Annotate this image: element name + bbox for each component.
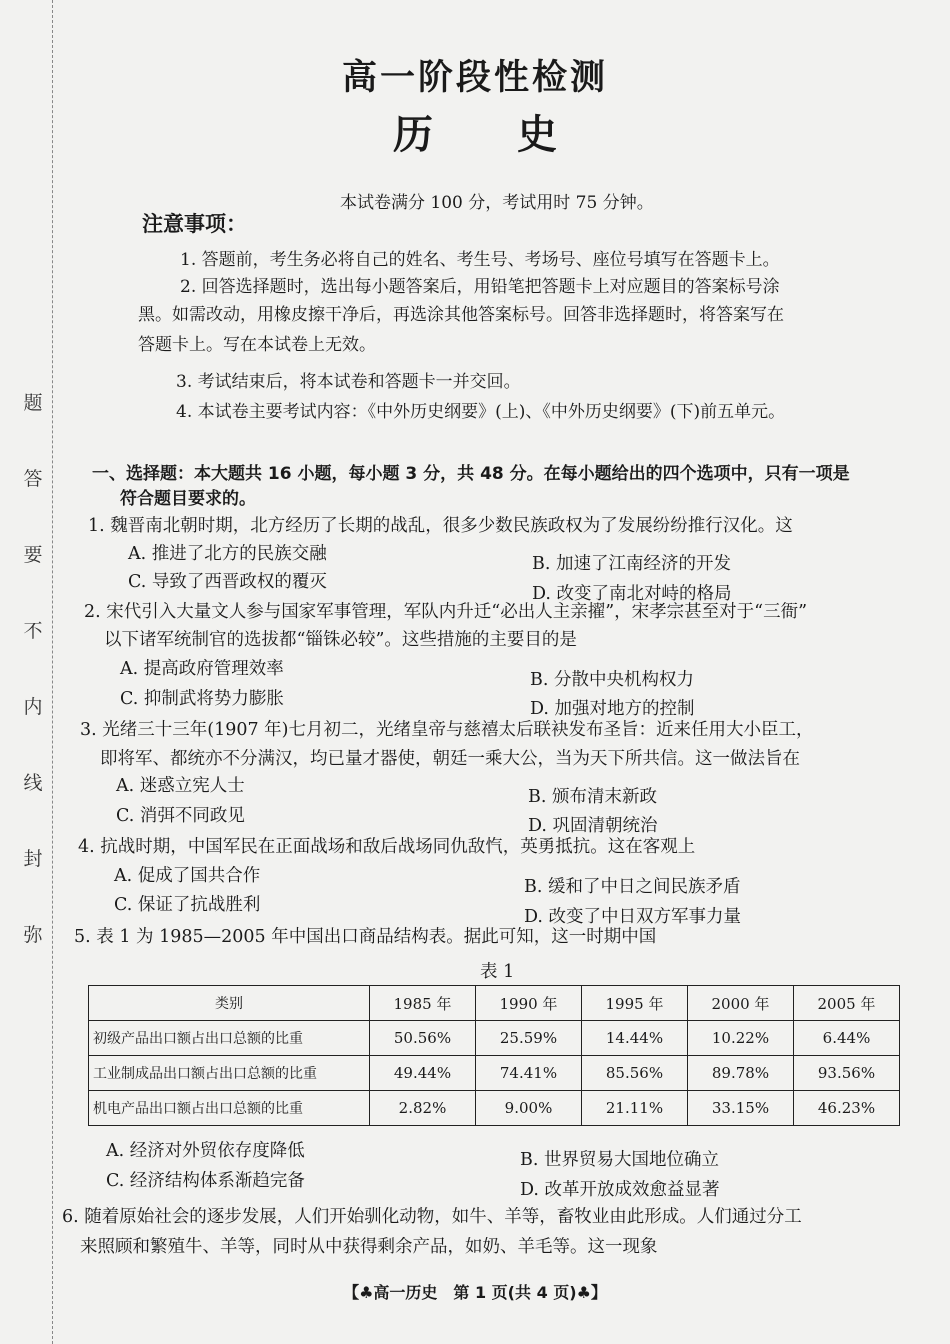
table-cell: 9.00%: [476, 1091, 582, 1126]
notice-line: 3. 考试结束后，将本试卷和答题卡一并交回。: [176, 372, 521, 392]
subject-char: 历: [393, 112, 433, 158]
table-cell: 93.56%: [794, 1056, 900, 1091]
exam-info: 本试卷满分 100 分，考试用时 75 分钟。: [340, 193, 654, 213]
question-stem: 4. 抗战时期，中国军民在正面战场和敌后战场同仇敌忾，英勇抵抗。这在客观上: [78, 837, 696, 857]
option-c: C. 经济结构体系渐趋完备: [106, 1171, 305, 1191]
margin-char: 题: [23, 392, 43, 414]
table-cell: 21.11%: [582, 1091, 688, 1126]
notice-line: 黑。如需改动，用橡皮擦干净后，再选涂其他答案标号。回答非选择题时，将答案写在: [138, 305, 784, 325]
table-cell: 85.56%: [582, 1056, 688, 1091]
margin-char: 线: [23, 772, 43, 794]
option-a: A. 促成了国共合作: [114, 866, 261, 886]
question-stem: 3. 光绪三十三年(1907 年)七月初二，光绪皇帝与慈禧太后联袂发布圣旨：近来任用大小臣工，: [80, 720, 814, 740]
question-stem-cont: 以下诸军统制官的选拔都“锱铢必较”。这些措施的主要目的是: [104, 630, 577, 650]
table-cell: 49.44%: [370, 1056, 476, 1091]
option-b: B. 缓和了中日之间民族矛盾: [524, 877, 741, 897]
table-cell: 14.44%: [582, 1021, 688, 1056]
subject-char: 史: [517, 112, 557, 158]
option-a: A. 推进了北方的民族交融: [128, 544, 327, 564]
notice-line: 2. 回答选择题时，选出每小题答案后，用铅笔把答题卡上对应题目的答案标号涂: [180, 277, 780, 297]
question-stem: 2. 宋代引入大量文人参与国家军事管理，军队内升迁“必出人主亲擢”，宋孝宗甚至对于“三衙”: [84, 602, 808, 622]
table-header: 1990 年: [476, 986, 582, 1021]
table-cell: 工业制成品出口额占出口总额的比重: [89, 1056, 370, 1091]
question-stem-cont: 来照顾和繁殖牛、羊等，同时从中获得剩余产品，如奶、羊毛等。这一现象: [80, 1237, 658, 1257]
table-cell: 89.78%: [688, 1056, 794, 1091]
option-a: A. 提高政府管理效率: [120, 659, 284, 679]
table-row: [89, 1056, 900, 1091]
table-header: 2005 年: [794, 986, 900, 1021]
option-d: D. 改变了南北对峙的格局: [532, 584, 732, 604]
table-row: [89, 1021, 900, 1056]
question-stem: 1. 魏晋南北朝时期，北方经历了长期的战乱，很多少数民族政权为了发展纷纷推行汉化。这: [88, 516, 793, 536]
exam-title: 高一阶段性检测: [341, 58, 608, 98]
page-footer: 【♣高一历史 第 1 页(共 4 页)♣】: [343, 1283, 607, 1302]
option-d: D. 改革开放成效愈益显著: [520, 1180, 720, 1200]
option-c: C. 抑制武将势力膨胀: [120, 689, 284, 709]
option-d: D. 改变了中日双方军事力量: [524, 907, 742, 927]
table-header: 1985 年: [370, 986, 476, 1021]
option-a: A. 经济对外贸依存度降低: [106, 1141, 305, 1161]
table-cell: 25.59%: [476, 1021, 582, 1056]
question-stem-cont: 即将军、都统亦不分满汉，均已量才器使，朝廷一乘大公，当为天下所共信。这一做法旨在: [100, 749, 800, 769]
table-cell: 46.23%: [794, 1091, 900, 1126]
table-cell: 2.82%: [370, 1091, 476, 1126]
table-row: [89, 1091, 900, 1126]
notice-line: 1. 答题前，考生务必将自己的姓名、考生号、考场号、座位号填写在答题卡上。: [180, 250, 780, 270]
option-a: A. 迷惑立宪人士: [116, 776, 245, 796]
binding-line: [52, 0, 54, 1344]
margin-char: 不: [23, 620, 43, 642]
table-cell: 初级产品出口额占出口总额的比重: [89, 1021, 370, 1056]
notice-line: 答题卡上。写在本试卷上无效。: [138, 335, 376, 355]
table-header: 1995 年: [582, 986, 688, 1021]
margin-char: 要: [23, 544, 43, 566]
table-header: 类别: [89, 986, 370, 1021]
table-cell: 33.15%: [688, 1091, 794, 1126]
export-structure-table: [88, 985, 900, 1126]
option-d: D. 巩固清朝统治: [528, 816, 658, 836]
table-header: 2000 年: [688, 986, 794, 1021]
notice-line: 4. 本试卷主要考试内容：《中外历史纲要》(上)、《中外历史纲要》(下)前五单元。: [176, 402, 786, 422]
option-c: C. 导致了西晋政权的覆灭: [128, 572, 327, 592]
margin-char: 弥: [23, 924, 43, 946]
question-stem: 5. 表 1 为 1985—2005 年中国出口商品结构表。据此可知，这一时期中国: [74, 927, 657, 947]
table-cell: 74.41%: [476, 1056, 582, 1091]
option-b: B. 分散中央机构权力: [530, 670, 694, 690]
option-b: B. 世界贸易大国地位确立: [520, 1150, 719, 1170]
margin-char: 封: [23, 848, 43, 870]
table-caption: 表 1: [480, 962, 515, 982]
option-b: B. 颁布清末新政: [528, 787, 657, 807]
section-heading-cont: 符合题目要求的。: [120, 489, 256, 509]
question-stem: 6. 随着原始社会的逐步发展，人们开始驯化动物，如牛、羊等，畜牧业由此形成。人们通过分工: [62, 1207, 802, 1227]
table-cell: 6.44%: [794, 1021, 900, 1056]
subject-title: [0, 103, 950, 160]
option-c: C. 消弭不同政见: [116, 806, 245, 826]
notice-title: 注意事项：: [142, 212, 247, 236]
section-heading: 一、选择题：本大题共 16 小题，每小题 3 分，共 48 分。在每小题给出的四个选项中，只有一项是: [92, 464, 850, 484]
table-cell: 50.56%: [370, 1021, 476, 1056]
table-cell: 10.22%: [688, 1021, 794, 1056]
binding-margin-text: [18, 388, 48, 947]
option-b: B. 加速了江南经济的开发: [532, 554, 731, 574]
margin-char: 内: [23, 696, 43, 718]
table-cell: 机电产品出口额占出口总额的比重: [89, 1091, 370, 1126]
option-c: C. 保证了抗战胜利: [114, 895, 261, 915]
margin-char: 答: [23, 468, 43, 490]
option-d: D. 加强对地方的控制: [530, 699, 695, 719]
table-header-row: [89, 986, 900, 1021]
